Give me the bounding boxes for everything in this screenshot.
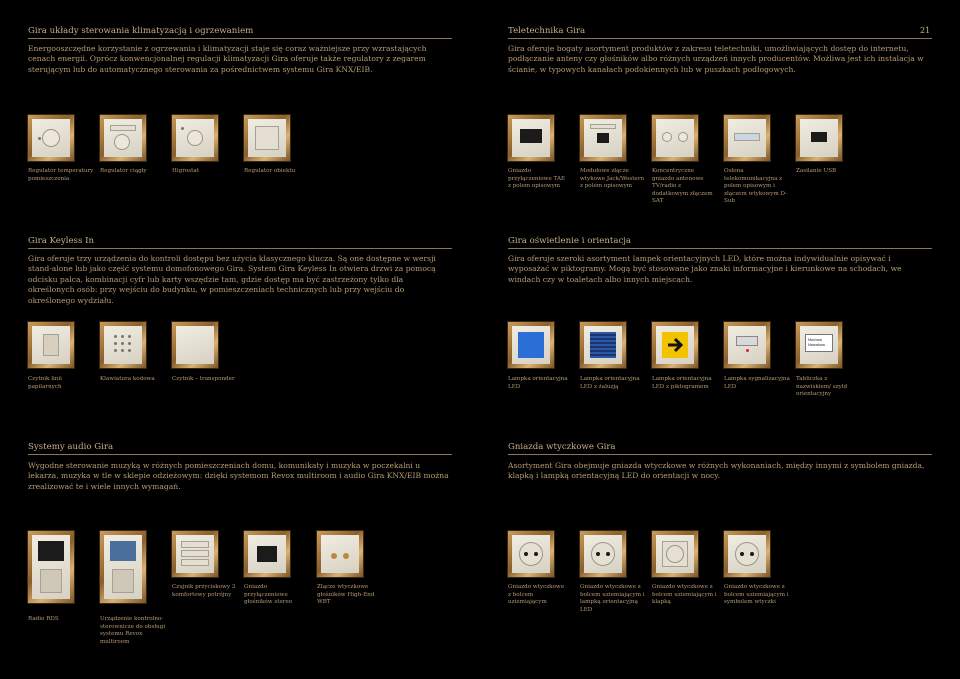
object-regulator-image [244,115,290,161]
caption-rds-radio: Radio RDS [28,616,59,622]
earthed-socket-with-symbol-image [724,531,770,577]
caption-revox-control-unit: Urządzenie kontrolno-sterownicze do obsługi systemu Revox multiroom [100,616,166,645]
earthed-socket-with-led-image [580,531,626,577]
orient-title: Gira oświetlenie i orientacja [508,236,632,246]
caption-wbt-speaker-connector: Złącze wtyczkowe głośników High-End WBT [317,584,375,606]
audio-text: Wygodne sterowanie muzyką w różnych pomieszczeniach domu, komunikaty i muzyka w poczekalni u lekarza, muzyka w tle w sklepie odzieżowym: dzięki systemom Revox multiroom i audio Gira KNX/EIB można zrealizować te i wiele innych wymagań. [28,461,449,491]
caption-code-keypad: Klawiatura kodowa [100,376,155,382]
caption-earthed-socket-with-led: Gniazdo wtyczkowe z bolcem uziemiającym i lampką orientacyjną LED [580,584,645,613]
orient-text: Gira oferuje szeroki asortyment lampek orientacyjnych LED, które można indywidualnie opisywać i wyposażać w piktogramy. Mogą być stosowane jako znaki informacyjne i kierunkowe na schodach, we windach czy w toaletach albo innych miejscach. [508,254,902,284]
code-keypad-image [100,322,146,368]
audio-title: Systemy audio Gira [28,442,114,452]
arrow-right-icon [662,332,688,358]
revox-control-unit-image [100,531,146,603]
caption-name-plate: Tabliczka z nazwiskiem/ szyld orientacyjny [796,376,848,398]
keyless-rule [28,248,452,249]
sockets-title: Gniazda wtyczkowe Gira [508,442,616,452]
left-page-header: Gira układy sterowania klimatyzacją i ogrzewaniem [28,26,254,36]
led-signal-light-image [724,322,770,368]
triple-pushbutton-sensor-image [172,531,218,577]
caption-led-orientation-light: Lampka orientacyjna LED [508,376,568,390]
right-page-header: Teletechnika Gira [508,26,586,36]
right-header-rule [508,38,932,39]
caption-usb-power: Zasilanie USB [796,168,837,174]
caption-fingerprint-reader: Czytnik linii papilarnych [28,376,62,390]
caption-earthed-socket-with-flap: Gniazdo wtyczkowe z bolcem uziemiającym i klapką [652,584,717,606]
caption-earthed-socket: Gniazdo wtyczkowe z bolcem uziemiającym [508,584,565,606]
caption-led-light-with-louvre: Lampka orientacyjna LED z żaluzją [580,376,640,390]
caption-triple-pushbutton-sensor: Czujnik przyciskowy 3 komfortowy potrójny [172,584,236,598]
earthed-socket-with-flap-image [652,531,698,577]
hygrostat-image [172,115,218,161]
room-temperature-regulator-image [28,115,74,161]
caption-stereo-speaker-socket: Gniazdo przyłączeniowe głośników stereo [244,584,293,606]
continuous-regulator-image [100,115,146,161]
climate-text: Energooszczędne korzystanie z ogrzewania i klimatyzacji staje się coraz ważniejsze przy wzrastających cenach energii. Oprócz konwencjonalnej regulacji klimatyzacji Gira oferuje także regulatory z zegarem sterującym lub do automatycznego sterowania za pośrednictwem systemu Gira KNX/EIB. [28,44,427,74]
tae-socket-image [508,115,554,161]
tele-text: Gira oferuje bogaty asortyment produktów z zakresu teletechniki, umożliwiających dostęp do internetu, podłączanie anteny czy głośników albo różnych urządzeń innych producentów. Możliwa jest ich instalacja w ścianie, w typowych kanałach podokiennych lub w puszkach podłogowych. [508,44,924,74]
telecom-cover-dsub-image [724,115,770,161]
name-plate-label: Modrow Nowakow [805,334,833,352]
stereo-speaker-socket-image [244,531,290,577]
audio-rule [28,454,452,455]
caption-room-temperature-regulator: Regulator temperatury pomieszczenia [28,168,94,182]
caption-modular-jack: Modułowe złącze wtykowe Jack/Western z polem opisowym [580,168,645,190]
caption-tae-socket: Gniazdo przyłączeniowe TAE z polem opisowym [508,168,566,190]
transponder-reader-image [172,322,218,368]
earthed-socket-image [508,531,554,577]
fingerprint-reader-image [28,322,74,368]
caption-continuous-regulator: Regulator ciągły [100,168,147,174]
led-orientation-light-image [508,322,554,368]
led-light-with-pictogram-image [652,322,698,368]
caption-coaxial-antenna-socket: Koncentryczne gniazdo antenowe TV/radio z dodatkowym złączem SAT [652,168,713,205]
left-header-rule [28,38,452,39]
keyless-text: Gira oferuje trzy urządzenia do kontroli dostępu bez użycia klasycznego klucza. Są one dostępne w wersji stand-alone lub jako część systemu domofonowego Gira. System Gira Keyless In otwiera drzwi za pomocą odcisku palca, kombinacji cyfr lub karty wszędzie tam, gdzie dostęp ma być zastrzeżony tylko dla określonych osób: przy wejściu do budynku, w pomieszczeniach technicznych lub przy wejściu do określonego wydziału. [28,254,436,305]
caption-led-light-with-pictogram: Lampka orientacyjna LED z piktogramem [652,376,712,390]
orient-rule [508,248,932,249]
led-light-with-louvre-image [580,322,626,368]
wbt-speaker-connector-image [317,531,363,577]
rds-radio-image [28,531,74,603]
name-plate-image [796,322,842,368]
sockets-rule [508,454,932,455]
keyless-title: Gira Keyless In [28,236,95,246]
caption-object-regulator: Regulator obiektu [244,168,296,174]
coaxial-antenna-socket-image [652,115,698,161]
sockets-text: Asortyment Gira obejmuje gniazda wtyczkowe w różnych wykonaniach, między innymi z symbolem gniazda, klapką i lampką orientacyjną LED do orientacji w nocy. [508,461,925,481]
usb-power-image [796,115,842,161]
caption-transponder-reader: Czytnik – transponder [172,376,235,382]
caption-telecom-cover-dsub: Osłona telekomunikacyjna z polem opisowym i złączem wtykowym D-Sub [724,168,788,205]
caption-earthed-socket-with-symbol: Gniazdo wtyczkowe z bolcem uziemiającym i symbolem wtyczki [724,584,789,606]
modular-jack-image [580,115,626,161]
caption-hygrostat: Higrostat [172,168,199,174]
caption-led-signal-light: Lampka sygnalizacyjna LED [724,376,790,390]
page-number: 21 [920,26,931,35]
